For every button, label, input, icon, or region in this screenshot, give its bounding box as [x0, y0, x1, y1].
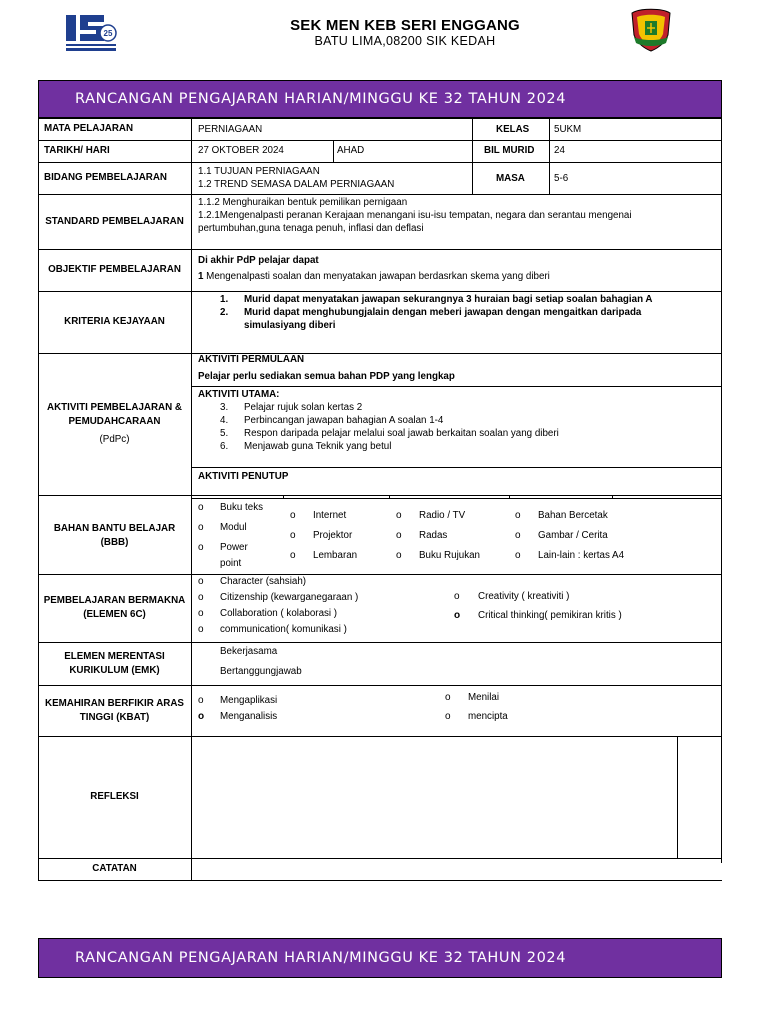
- label-refleksi: REFLEKSI: [90, 791, 139, 802]
- bbb-item: Modul: [220, 522, 247, 533]
- bullet-icon: o: [198, 592, 204, 603]
- bbb-item: point: [220, 558, 242, 569]
- activity-start-title: AKTIVITI PERMULAAN: [198, 354, 305, 365]
- label-elemen-6c: [38, 574, 191, 642]
- kbat-item: Menganalisis: [220, 711, 278, 722]
- bbb-item: Radas: [419, 530, 448, 541]
- activity-text: Perbincangan jawapan bahagian A soalan 1-4: [244, 415, 444, 426]
- bbb-item: Internet: [313, 510, 347, 521]
- bullet-icon: o: [515, 510, 521, 521]
- bbb-item: Lain-lain : kertas A4: [538, 550, 625, 561]
- label-bidang-pembelajaran: BIDANG PEMBELAJARAN: [44, 172, 168, 183]
- reflection-field[interactable]: [193, 738, 675, 856]
- label-line: (PdPc): [99, 434, 130, 445]
- lesson-plan-form: [38, 118, 722, 881]
- label-standard-pembelajaran: STANDARD PEMBELAJARAN: [45, 215, 184, 227]
- bullet-icon: o: [445, 692, 451, 703]
- label-line: (BBB): [100, 537, 129, 548]
- criteria-text: simulasiyang diberi: [244, 320, 336, 331]
- bullet-icon: o: [290, 550, 296, 561]
- kbat-item: mencipta: [468, 711, 508, 722]
- bullet-icon: o: [454, 591, 460, 602]
- bullet-icon: o: [396, 510, 402, 521]
- activity-number: 4.: [220, 415, 229, 426]
- label-bbb: [38, 498, 191, 574]
- bullet-icon: o: [290, 510, 296, 521]
- objective-number: 1: [198, 271, 204, 282]
- element-6c-item: Citizenship (kewarganegaraan ): [220, 592, 359, 603]
- subject-value: PERNIAGAAN: [198, 124, 263, 135]
- bullet-icon: o: [198, 542, 204, 553]
- activity-main-title: AKTIVITI UTAMA:: [198, 389, 280, 400]
- label-mata-pelajaran: MATA PELAJARAN: [44, 123, 134, 134]
- bidang-item: 1.2 TREND SEMASA DALAM PERNIAGAAN: [198, 179, 395, 190]
- element-6c-item: Creativity ( kreativiti ): [478, 591, 570, 602]
- bullet-icon: o: [198, 576, 204, 587]
- label-kelas: KELAS: [496, 124, 530, 135]
- standard-line: pertumbuhan,guna tenaga penuh, inflasi dan deflasi: [198, 223, 424, 234]
- label-line: BAHAN BANTU BELAJAR: [53, 523, 176, 534]
- activity-number: 5.: [220, 428, 229, 439]
- label-tarikh-hari: TARIKH/ HARI: [44, 145, 110, 156]
- bullet-icon: o: [515, 530, 521, 541]
- objective-item: [198, 270, 550, 283]
- time-value: 5-6: [554, 173, 569, 184]
- label-bil-murid: BIL MURID: [484, 145, 535, 156]
- day-value: AHAD: [337, 145, 365, 156]
- bbb-item: Power: [220, 542, 248, 553]
- label-line: AKTIVITI PEMBELAJARAN &: [47, 402, 182, 413]
- bullet-icon: o: [445, 711, 451, 722]
- objective-text: Mengenalpasti soalan dan menyatakan jawapan berdasrkan skema yang diberi: [203, 271, 550, 282]
- criteria-text: Murid dapat menghubungjalain dengan meberi jawapan dengan mengaitkan daripada: [244, 307, 642, 318]
- activity-start-text: Pelajar perlu sediakan semua bahan PDP yang lengkap: [198, 371, 455, 382]
- label-line: KURIKULUM (EMK): [69, 664, 160, 676]
- bullet-icon: o: [198, 624, 204, 635]
- label-masa: MASA: [496, 173, 525, 184]
- bullet-icon: o: [396, 550, 402, 561]
- page-header: [0, 0, 768, 72]
- notes-field[interactable]: [193, 860, 719, 879]
- bullet-icon: o: [454, 610, 461, 621]
- element-6c-item: Critical thinking( pemikiran kritis ): [478, 610, 622, 621]
- emk-item: Bekerjasama: [220, 646, 278, 657]
- lesson-plan-banner-next: RANCANGAN PENGAJARAN HARIAN/MINGGU KE 32 TAHUN 2024: [38, 938, 722, 978]
- school-address: BATU LIMA,08200 SIK KEDAH: [314, 34, 496, 48]
- bullet-icon: o: [290, 530, 296, 541]
- student-count-value: 24: [554, 145, 565, 156]
- bbb-item: Bahan Bercetak: [538, 510, 608, 521]
- logo-mark-text: 25: [103, 29, 113, 38]
- criteria-text: Murid dapat menyatakan jawapan sekurangnya 3 huraian bagi setiap soalan bahagian A: [244, 294, 653, 305]
- school-crest-icon: [628, 7, 674, 53]
- criteria-number: 1.: [220, 294, 229, 305]
- bbb-item: Radio / TV: [419, 510, 466, 521]
- emk-item: Bertanggungjawab: [220, 666, 302, 677]
- criteria-number: 2.: [220, 307, 229, 318]
- kbat-item: Menilai: [468, 692, 500, 703]
- activity-text: Respon daripada pelajar melalui soal jawab berkaitan soalan yang diberi: [244, 428, 559, 439]
- label-emk: [38, 642, 191, 685]
- element-6c-item: Collaboration ( kolaborasi ): [220, 608, 338, 619]
- label-line: PEMUDAHCARAAN: [68, 416, 161, 427]
- activity-text: Menjawab guna Teknik yang betul: [244, 441, 392, 452]
- kbat-item: Mengaplikasi: [220, 695, 278, 706]
- label-kriteria-kejayaan: KRITERIA KEJAYAAN: [64, 316, 165, 327]
- bullet-icon: o: [198, 522, 204, 533]
- bullet-icon: o: [198, 502, 204, 513]
- label-line: (ELEMEN 6C): [83, 609, 146, 620]
- activity-number: 6.: [220, 441, 229, 452]
- objective-heading: Di akhir PdP pelajar dapat: [198, 255, 319, 266]
- activity-number: 3.: [220, 402, 229, 413]
- bullet-icon: o: [515, 550, 521, 561]
- standard-line: 1.2.1Mengenalpasti peranan Kerajaan menangani isu-isu tempatan, negara dan serantau mengenai: [198, 210, 632, 221]
- label-line: KEMAHIRAN BERFIKIR ARAS: [45, 697, 184, 709]
- bullet-icon: o: [198, 608, 204, 619]
- bbb-item: Buku teks: [220, 502, 264, 513]
- bbb-item: Projektor: [313, 530, 353, 541]
- activity-close-title: AKTIVITI PENUTUP: [198, 471, 289, 482]
- lesson-plan-banner: RANCANGAN PENGAJARAN HARIAN/MINGGU KE 32 TAHUN 2024: [38, 80, 722, 118]
- label-line: PEMBELAJARAN BERMAKNA: [43, 595, 186, 606]
- bbb-item: Buku Rujukan: [419, 550, 480, 561]
- bbb-item: Gambar / Cerita: [538, 530, 608, 541]
- bidang-item: 1.1 TUJUAN PERNIAGAAN: [198, 166, 320, 177]
- bullet-icon: o: [198, 711, 205, 722]
- class-value: 5UKM: [554, 124, 582, 135]
- bullet-icon: o: [396, 530, 402, 541]
- label-catatan: CATATAN: [92, 863, 137, 874]
- label-line: TINGGI (KBAT): [79, 711, 150, 723]
- activity-text: Pelajar rujuk solan kertas 2: [244, 402, 363, 413]
- standard-line: 1.1.2 Menghuraikan bentuk pemilikan pernigaan: [198, 197, 408, 208]
- label-kbat: [38, 685, 191, 736]
- label-aktiviti-pembelajaran: [38, 353, 191, 495]
- bullet-icon: o: [198, 695, 204, 706]
- element-6c-item: communication( komunikasi ): [220, 624, 347, 635]
- label-objektif-pembelajaran: OBJEKTIF PEMBELAJARAN: [48, 264, 181, 275]
- date-value: 27 OKTOBER 2024: [198, 145, 284, 156]
- school-name: SEK MEN KEB SERI ENGGANG: [290, 17, 520, 34]
- label-line: ELEMEN MERENTASI: [64, 650, 165, 662]
- bbb-item: Lembaran: [313, 550, 358, 561]
- element-6c-item: Character (sahsiah): [220, 576, 307, 587]
